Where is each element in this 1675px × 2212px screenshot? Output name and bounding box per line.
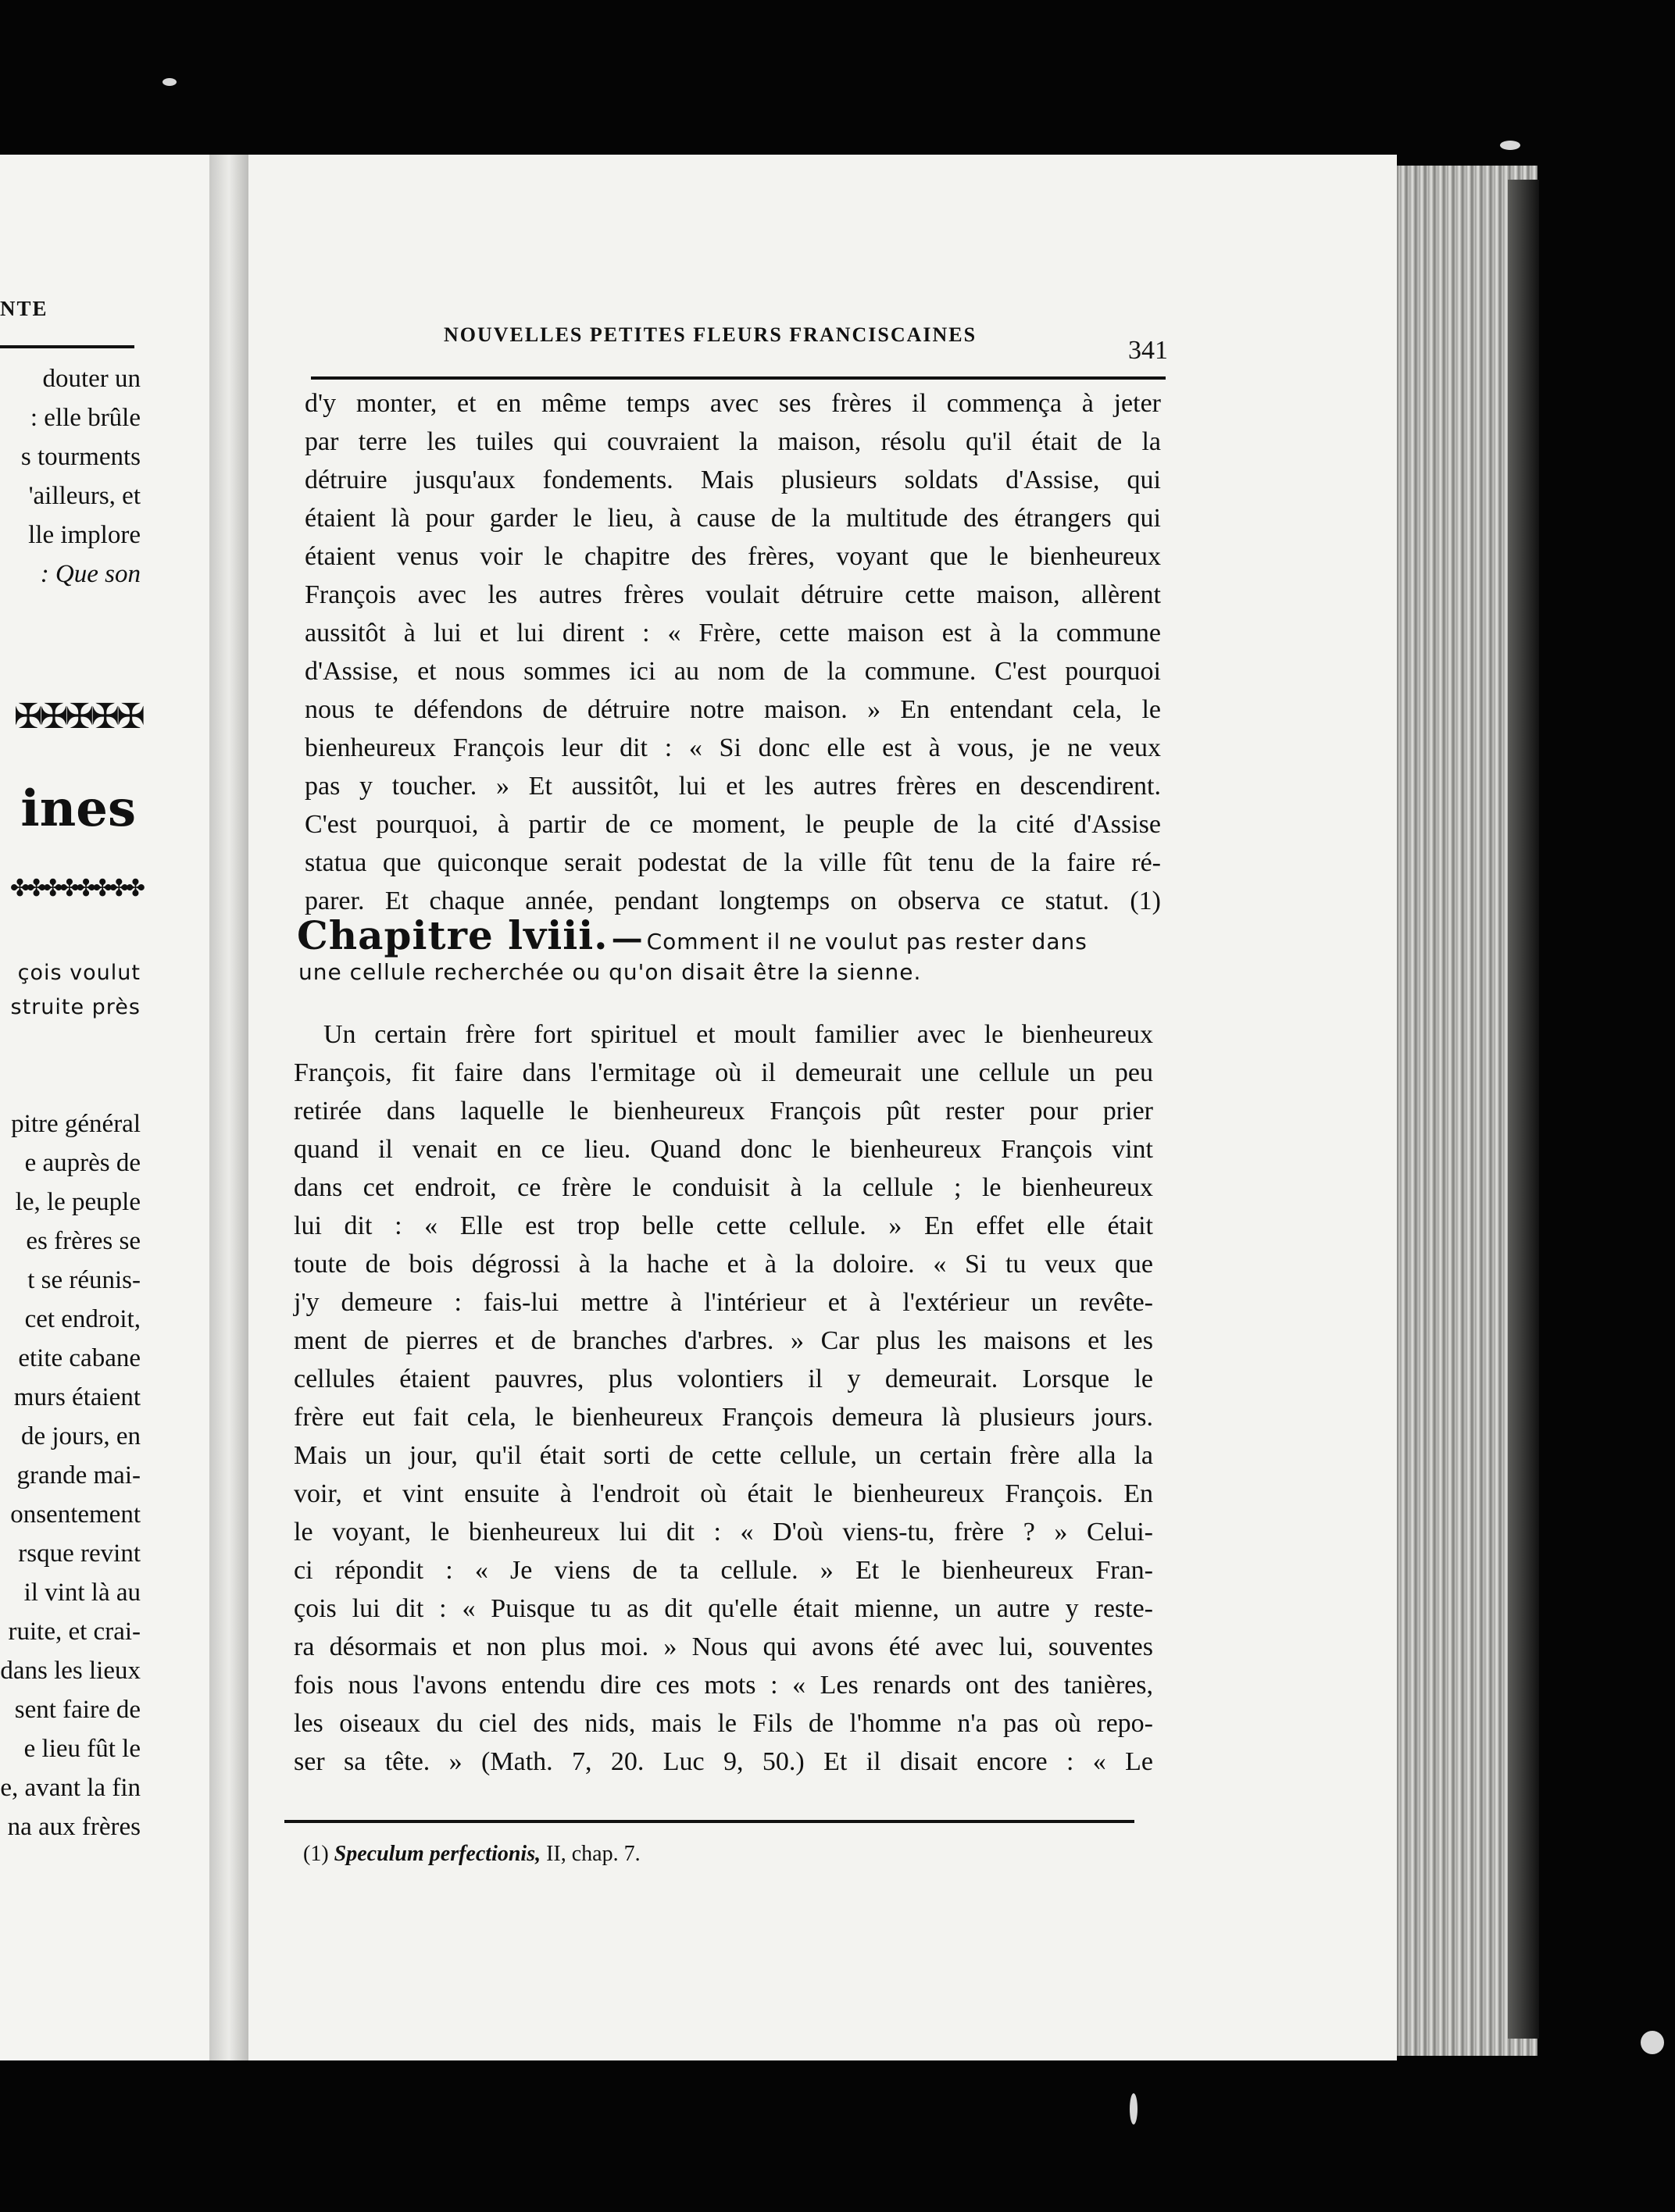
left-chapter-title: ines (20, 780, 136, 838)
running-head: NOUVELLES PETITES FLEURS FRANCISCAINES (444, 323, 977, 346)
left-line: struite près (10, 995, 141, 1019)
text-line: fois nous l'avons entendu dire ces mots : « Les renards ont des tanières, (294, 1671, 1153, 1700)
text-line: frère eut fait cela, le bienheureux François demeura là plusieurs jours. (294, 1403, 1153, 1432)
left-page (0, 155, 233, 2060)
left-line: : Que son (40, 560, 141, 588)
text-line: ser sa tête. » (Math. 7, 20. Luc 9, 50.) Et il disait encore : « Le (294, 1747, 1153, 1776)
left-line: de jours, en (20, 1422, 141, 1450)
footnote (303, 1842, 641, 1867)
left-line: sent faire de (14, 1696, 141, 1724)
text-line: dans cet endroit, ce frère le conduisit à la cellule ; le bienheureux (294, 1173, 1153, 1202)
text-line: lui dit : « Elle est trop belle cette cellule. » En effet elle était (294, 1211, 1153, 1240)
footnote-rule (284, 1820, 1134, 1823)
left-line: cet endroit, (24, 1305, 141, 1333)
paragraph-continuation (305, 384, 1161, 920)
footnote-reference: II, chap. 7. (546, 1842, 641, 1866)
text-line: étaient là pour garder le lieu, à cause de la multitude des étrangers qui (305, 504, 1161, 533)
left-line: rsque revint (18, 1539, 141, 1568)
left-line: ruite, et crai- (8, 1618, 141, 1646)
left-line: etite cabane (18, 1344, 141, 1372)
left-line: : elle brûle (30, 404, 141, 432)
chapter-heading (297, 912, 1164, 990)
left-ornament-small: ✤✤✤✤✤✤✤✤ (9, 876, 142, 901)
footnote-title: Speculum perfectionis, (334, 1842, 541, 1866)
paragraph-chapter-58 (294, 1015, 1153, 1781)
left-line: dans les lieux (0, 1657, 141, 1685)
chapter-title: Chapitre lviii. (297, 912, 609, 958)
left-line: pitre général (11, 1110, 141, 1138)
header-rule (311, 376, 1166, 380)
left-line: çois voulut (17, 961, 141, 985)
text-line: bienheureux François leur dit : « Si donc elle est à vous, je ne veux (305, 733, 1161, 762)
text-line: statua que quiconque serait podestat de la ville fût tenu de la faire ré- (305, 848, 1161, 877)
text-line: ra désormais et non plus moi. » Nous qui avons été avec lui, souventes (294, 1632, 1153, 1661)
text-line: le voyant, le bienheureux lui dit : « D'où viens-tu, frère ? » Celui- (294, 1518, 1153, 1547)
left-head-rule (0, 345, 134, 348)
text-line: François, fit faire dans l'ermitage où il demeurait une cellule un peu (294, 1058, 1153, 1087)
text-line: détruire jusqu'aux fondements. Mais plusieurs soldats d'Assise, qui (305, 466, 1161, 494)
text-line: parer. Et chaque année, pendant longtemps on observa ce statut. (1) (305, 887, 1161, 915)
text-line: ment de pierres et de branches d'arbres. » Car plus les maisons et les (294, 1326, 1153, 1355)
dust-speck (1500, 141, 1520, 150)
left-line: onsentement (10, 1500, 141, 1529)
left-line: douter un (42, 365, 141, 393)
left-line: s tourments (20, 443, 141, 471)
left-line: il vint là au (23, 1579, 141, 1607)
left-line: na aux frères (7, 1813, 141, 1841)
text-line: j'y demeure : fais-lui mettre à l'intérieur et à l'extérieur un revête- (294, 1288, 1153, 1317)
text-line: voir, et vint ensuite à l'endroit où était le bienheureux François. En (294, 1479, 1153, 1508)
left-line: lle implore (28, 521, 141, 549)
text-line: François avec les autres frères voulait détruire cette maison, allèrent (305, 580, 1161, 609)
book-gutter (209, 155, 248, 2060)
text-line: par terre les tuiles qui couvraient la maison, résolu qu'il était de la (305, 427, 1161, 456)
left-line: e, avant la fin (0, 1774, 141, 1802)
chapter-subtitle-line-1: Comment il ne voulut pas rester dans (646, 929, 1088, 954)
text-line: pas y toucher. » Et aussitôt, lui et les autres frères en descendirent. (305, 772, 1161, 801)
text-line: Un certain frère fort spirituel et moult familier avec le bienheureux (323, 1020, 1153, 1049)
left-subtitle (11, 956, 141, 1025)
text-line: d'y monter, et en même temps avec ses frères il commença à jeter (305, 389, 1161, 418)
page-number: 341 (1128, 336, 1168, 365)
chapter-subtitle-line-2: une cellule recherchée ou qu'on disait être la sienne. (298, 959, 922, 985)
left-line: grande mai- (16, 1461, 141, 1490)
dust-speck (1641, 2031, 1664, 2054)
left-line: 'ailleurs, et (28, 482, 141, 510)
text-line: çois lui dit : « Puisque tu as dit qu'elle était mienne, un autre y reste- (294, 1594, 1153, 1623)
text-line: aussitôt à lui et lui dirent : « Frère, cette maison est à la commune (305, 619, 1161, 648)
dust-speck (162, 78, 177, 86)
left-line: es frères se (26, 1227, 141, 1255)
left-text-block-1 (21, 359, 141, 594)
text-line: cellules étaient pauvres, plus volontiers il y demeurait. Lorsque le (294, 1365, 1153, 1393)
chapter-dash: — (611, 920, 644, 957)
left-running-head: NTE (0, 297, 48, 320)
text-line: ci répondit : « Je viens de ta cellule. » Et le bienheureux Fran- (294, 1556, 1153, 1585)
left-ornament-band: ✠✠✠✠✠ (13, 697, 142, 736)
left-line: t se réunis- (27, 1266, 141, 1294)
footnote-mark: (1) (303, 1842, 329, 1866)
left-line: murs étaient (13, 1383, 141, 1411)
text-line: étaient venus voir le chapitre des frères, voyant que le bienheureux (305, 542, 1161, 571)
text-line: d'Assise, et nous sommes ici au nom de la commune. C'est pourquoi (305, 657, 1161, 686)
dust-speck (1130, 2093, 1138, 2125)
left-line: le, le peuple (15, 1188, 141, 1216)
text-line: quand il venait en ce lieu. Quand donc le bienheureux François vint (294, 1135, 1153, 1164)
left-line: e auprès de (24, 1149, 141, 1177)
text-line: C'est pourquoi, à partir de ce moment, le peuple de la cité d'Assise (305, 810, 1161, 839)
text-line: Mais un jour, qu'il était sorti de cette cellule, un certain frère alla la (294, 1441, 1153, 1470)
left-line: e lieu fût le (23, 1735, 141, 1763)
text-line: nous te défendons de détruire notre maison. » En entendant cela, le (305, 695, 1161, 724)
fore-edge-shadow (1508, 180, 1539, 2039)
text-line: retirée dans laquelle le bienheureux François pût rester pour prier (294, 1097, 1153, 1126)
left-text-block-2 (0, 1104, 141, 1846)
text-line: les oiseaux du ciel des nids, mais le Fils de l'homme n'a pas où repo- (294, 1709, 1153, 1738)
text-line: toute de bois dégrossi à la hache et à la doloire. « Si tu veux que (294, 1250, 1153, 1279)
